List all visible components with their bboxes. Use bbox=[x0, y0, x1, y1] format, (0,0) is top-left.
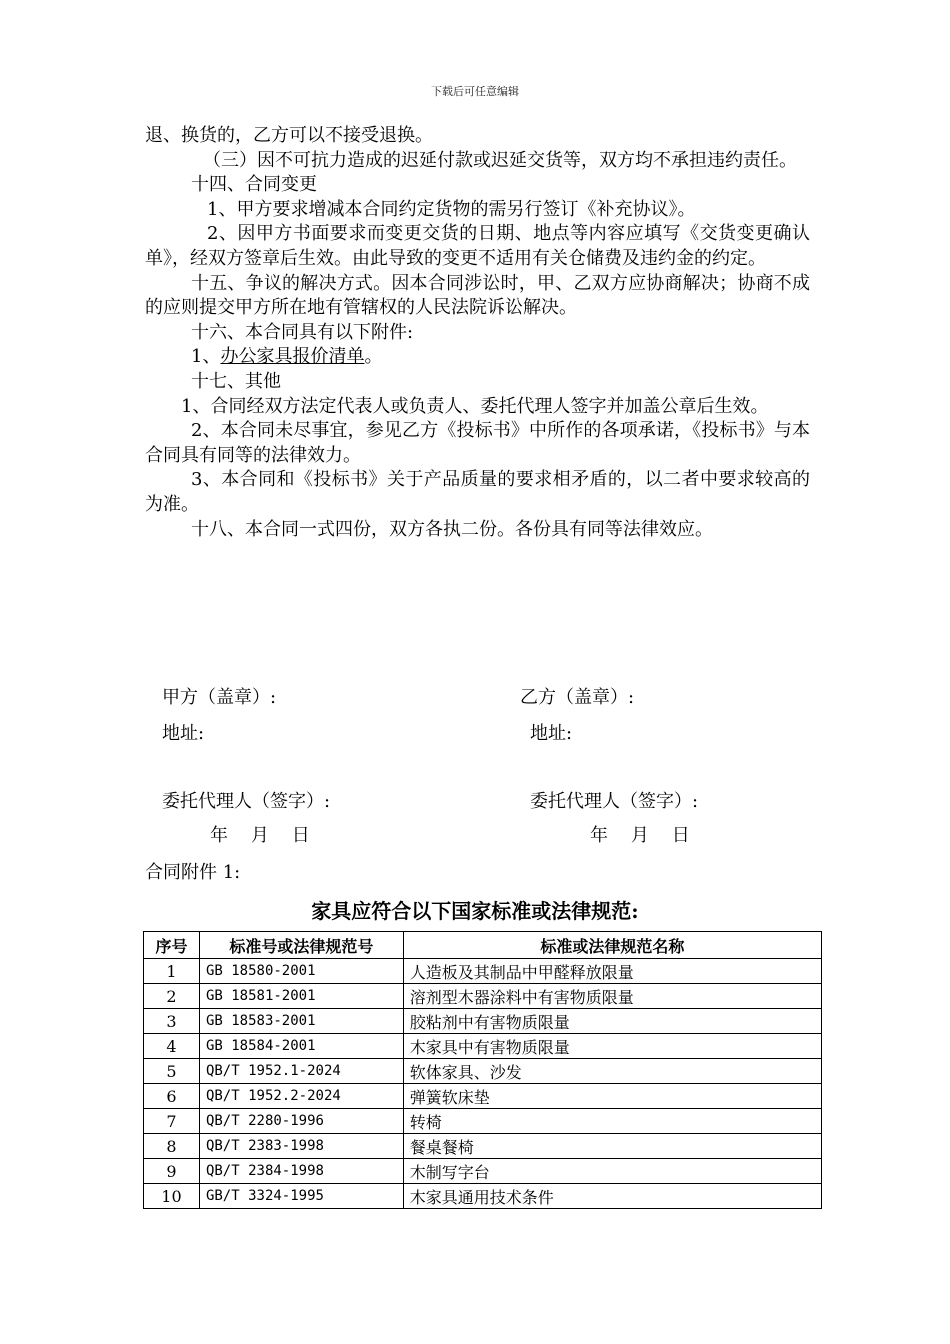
row-index: 7 bbox=[144, 1109, 200, 1134]
party-b-seal: 乙方（盖章）: bbox=[520, 687, 635, 708]
header-note: 下载后可任意编辑 bbox=[431, 85, 519, 98]
clause-paragraph: 十五、争议的解决方式。因本合同涉讼时，甲、乙双方应协商解决；协商不成的应则提交甲方所在地有管辖权的人民法院诉讼解决。 bbox=[145, 272, 810, 319]
contract-body bbox=[145, 124, 810, 542]
header-index: 序号 bbox=[144, 932, 200, 959]
attachment-suffix: 。 bbox=[364, 346, 383, 368]
table-row bbox=[144, 1159, 822, 1184]
row-index: 6 bbox=[144, 1084, 200, 1109]
clause-paragraph: 1、合同经双方法定代表人或负责人、委托代理人签字并加盖公章后生效。 bbox=[181, 395, 769, 417]
row-standard-code: GB 18583-2001 bbox=[199, 1009, 403, 1034]
row-standard-code: GB/T 3324-1995 bbox=[199, 1184, 403, 1209]
row-standard-name: 转椅 bbox=[403, 1109, 821, 1134]
row-standard-name: 胶粘剂中有害物质限量 bbox=[403, 1009, 821, 1034]
row-standard-code: QB/T 2383-1998 bbox=[199, 1134, 403, 1159]
standards-table bbox=[143, 931, 822, 1209]
row-standard-code: QB/T 2384-1998 bbox=[199, 1159, 403, 1184]
header-standard-name: 标准或法律规范名称 bbox=[403, 932, 821, 959]
clause-paragraph: 3、本合同和《投标书》关于产品质量的要求相矛盾的，以二者中要求较高的为准。 bbox=[145, 469, 810, 515]
row-standard-name: 溶剂型木器涂料中有害物质限量 bbox=[403, 984, 821, 1009]
header-standard-code: 标准号或法律规范号 bbox=[199, 932, 403, 959]
row-standard-name: 木家具中有害物质限量 bbox=[403, 1034, 821, 1059]
clause-paragraph: 十七、其他 bbox=[191, 370, 281, 392]
clause-paragraph: 1、甲方要求增减本合同约定货物的需另行签订《补充协议》。 bbox=[207, 198, 696, 220]
row-index: 5 bbox=[144, 1059, 200, 1084]
clause-paragraph: 2、因甲方书面要求而变更交货的日期、地点等内容应填写《交货变更确认单》，经双方签章后生效。由此导致的变更不适用有关仓储费及违约金的约定。 bbox=[145, 223, 810, 269]
row-index: 9 bbox=[144, 1159, 200, 1184]
table-row bbox=[144, 1184, 822, 1209]
table-row bbox=[144, 1059, 822, 1084]
row-index: 3 bbox=[144, 1009, 200, 1034]
row-standard-code: GB 18584-2001 bbox=[199, 1034, 403, 1059]
row-standard-code: GB 18581-2001 bbox=[199, 984, 403, 1009]
clause-paragraph: 2、本合同未尽事宜，参见乙方《投标书》中所作的各项承诺，《投标书》与本合同具有同等的法律效力。 bbox=[145, 420, 810, 466]
table-row bbox=[144, 1109, 822, 1134]
party-b-address: 地址: bbox=[530, 723, 573, 744]
party-a-address: 地址: bbox=[162, 723, 205, 744]
party-a-date: 年 月 日 bbox=[210, 825, 310, 846]
clause-paragraph: 退、换货的，乙方可以不接受退换。 bbox=[145, 125, 433, 146]
row-index: 1 bbox=[144, 959, 200, 984]
table-title: 家具应符合以下国家标准或法律规范: bbox=[311, 899, 639, 923]
attachment-item bbox=[145, 345, 810, 370]
row-standard-name: 木家具通用技术条件 bbox=[403, 1184, 821, 1209]
row-standard-name: 软体家具、沙发 bbox=[403, 1059, 821, 1084]
row-standard-name: 木制写字台 bbox=[403, 1159, 821, 1184]
clauses-section-1 bbox=[145, 124, 810, 345]
attachment-prefix: 1、 bbox=[191, 346, 221, 368]
row-index: 10 bbox=[144, 1184, 200, 1209]
table-row bbox=[144, 1084, 822, 1109]
party-b-date: 年 月 日 bbox=[590, 825, 690, 846]
table-header-row bbox=[144, 932, 822, 959]
row-standard-name: 弹簧软床垫 bbox=[403, 1084, 821, 1109]
row-index: 4 bbox=[144, 1034, 200, 1059]
clauses-section-2 bbox=[145, 370, 810, 542]
row-standard-code: GB 18580-2001 bbox=[199, 959, 403, 984]
clause-paragraph: 十八、本合同一式四份，双方各执二份。各份具有同等法律效应。 bbox=[191, 518, 713, 540]
party-a-seal: 甲方（盖章）: bbox=[162, 687, 277, 708]
row-standard-name: 人造板及其制品中甲醛释放限量 bbox=[403, 959, 821, 984]
row-standard-name: 餐桌餐椅 bbox=[403, 1134, 821, 1159]
row-standard-code: QB/T 2280-1996 bbox=[199, 1109, 403, 1134]
table-row bbox=[144, 1009, 822, 1034]
table-row bbox=[144, 959, 822, 984]
table-row bbox=[144, 1134, 822, 1159]
clause-paragraph: 十四、合同变更 bbox=[191, 174, 317, 196]
row-standard-code: QB/T 1952.2-2024 bbox=[199, 1084, 403, 1109]
party-a-agent: 委托代理人（签字）: bbox=[162, 791, 331, 812]
party-b-agent: 委托代理人（签字）: bbox=[530, 791, 699, 812]
annex-label: 合同附件 1: bbox=[145, 862, 241, 883]
row-index: 2 bbox=[144, 984, 200, 1009]
table-row bbox=[144, 1034, 822, 1059]
clause-paragraph: （三）因不可抗力造成的迟延付款或迟延交货等，双方均不承担违约责任。 bbox=[203, 149, 797, 171]
row-index: 8 bbox=[144, 1134, 200, 1159]
table-row bbox=[144, 984, 822, 1009]
attachment-link: 办公家具报价清单 bbox=[220, 346, 365, 368]
clause-paragraph: 十六、本合同具有以下附件: bbox=[191, 321, 414, 343]
row-standard-code: QB/T 1952.1-2024 bbox=[199, 1059, 403, 1084]
